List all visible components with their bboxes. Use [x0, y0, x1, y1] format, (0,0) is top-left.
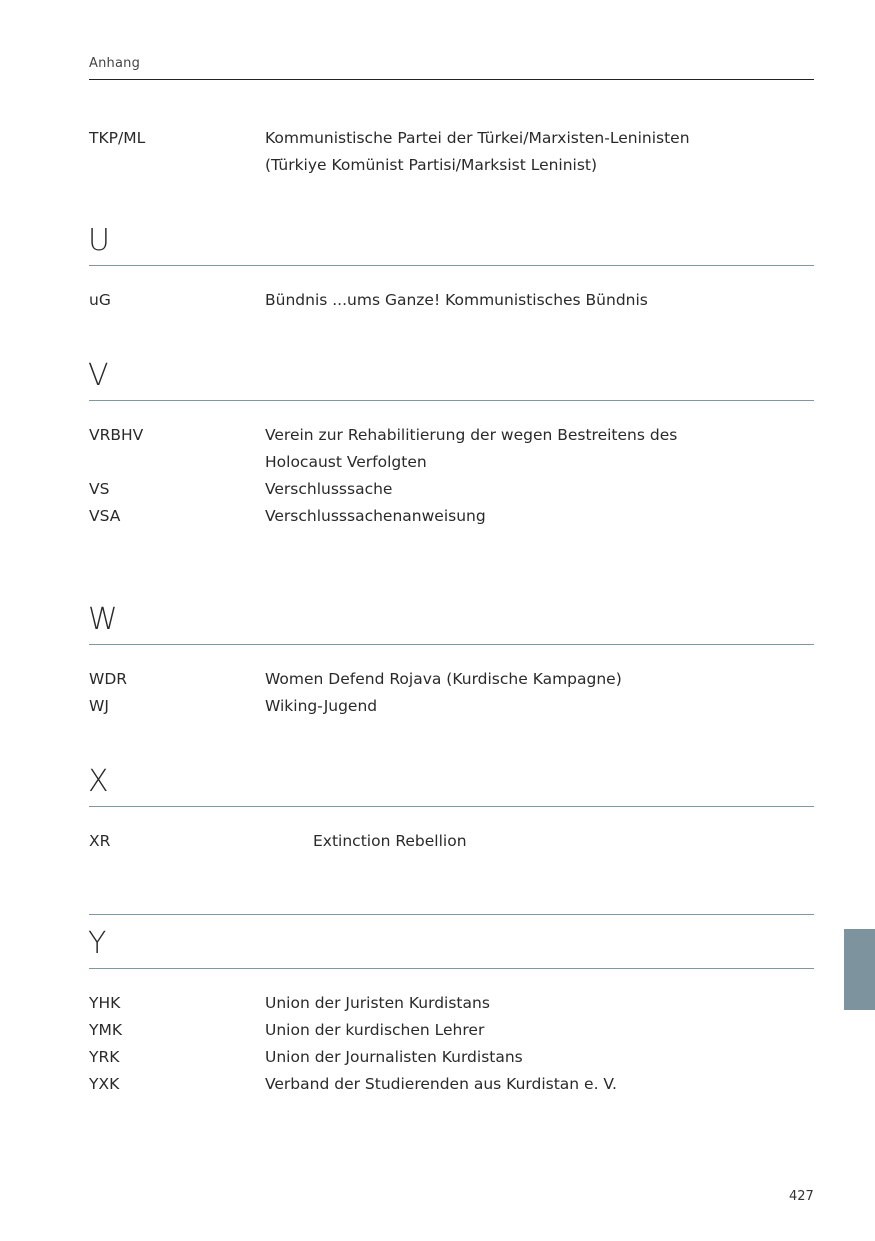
definition-wdr [265, 666, 805, 693]
definition-line: Verschlusssachenanweisung [265, 507, 486, 525]
definition-ug [265, 287, 805, 314]
definition-tkpml [265, 125, 805, 179]
section-rule-x [89, 806, 814, 807]
definition-line: Kommunistische Partei der Türkei/Marxisten-Leninisten [265, 129, 690, 147]
definition-line: Wiking-Jugend [265, 697, 378, 715]
section-rule-v [89, 400, 814, 401]
abbr-ymk: YMK [89, 1021, 123, 1039]
chapter-tab-marker [844, 929, 875, 1010]
section-letter-y: Y [88, 926, 107, 961]
definition-ymk [265, 1017, 805, 1044]
abbr-wdr: WDR [89, 670, 128, 688]
section-letter-x: X [88, 764, 109, 799]
section-rule-y-top [89, 914, 814, 915]
section-rule-u [89, 265, 814, 266]
definition-line: Women Defend Rojava (Kurdische Kampagne) [265, 670, 622, 688]
definition-line: Holocaust Verfolgten [265, 453, 427, 471]
definition-line: Verein zur Rehabilitierung der wegen Bestreitens des [265, 426, 678, 444]
abbr-yxk: YXK [89, 1075, 120, 1093]
definition-vsa [265, 503, 805, 530]
abbr-tkpml: TKP/ML [89, 129, 146, 147]
definition-yxk [265, 1071, 805, 1098]
definition-yrk [265, 1044, 805, 1071]
section-letter-w: W [88, 602, 118, 637]
section-rule-w [89, 644, 814, 645]
section-letter-v: V [88, 358, 109, 393]
definition-yhk [265, 990, 805, 1017]
definition-xr [313, 828, 853, 855]
definition-line: Verschlusssache [265, 480, 393, 498]
section-letter-u: U [88, 223, 110, 258]
definition-line: Union der kurdischen Lehrer [265, 1021, 485, 1039]
header-section-label: Anhang [89, 56, 141, 71]
definition-wj [265, 693, 805, 720]
header-rule [89, 79, 814, 80]
definition-line: Union der Journalisten Kurdistans [265, 1048, 523, 1066]
abbr-vs: VS [89, 480, 110, 498]
definition-vrbhv [265, 422, 805, 476]
definition-vs [265, 476, 805, 503]
definition-line: (Türkiye Komünist Partisi/Marksist Leninist) [265, 156, 598, 174]
definition-line: Verband der Studierenden aus Kurdistan e. V. [265, 1075, 617, 1093]
section-rule-y [89, 968, 814, 969]
abbr-vrbhv: VRBHV [89, 426, 144, 444]
abbr-xr: XR [89, 832, 111, 850]
abbr-vsa: VSA [89, 507, 121, 525]
definition-line: Union der Juristen Kurdistans [265, 994, 490, 1012]
abbr-ug: uG [89, 291, 111, 309]
abbr-wj: WJ [89, 697, 109, 715]
definition-line: Bündnis ...ums Ganze! Kommunistisches Bündnis [265, 291, 648, 309]
definition-line: Extinction Rebellion [313, 832, 467, 850]
abbr-yrk: YRK [89, 1048, 120, 1066]
page-number: 427 [789, 1189, 814, 1204]
abbr-yhk: YHK [89, 994, 121, 1012]
